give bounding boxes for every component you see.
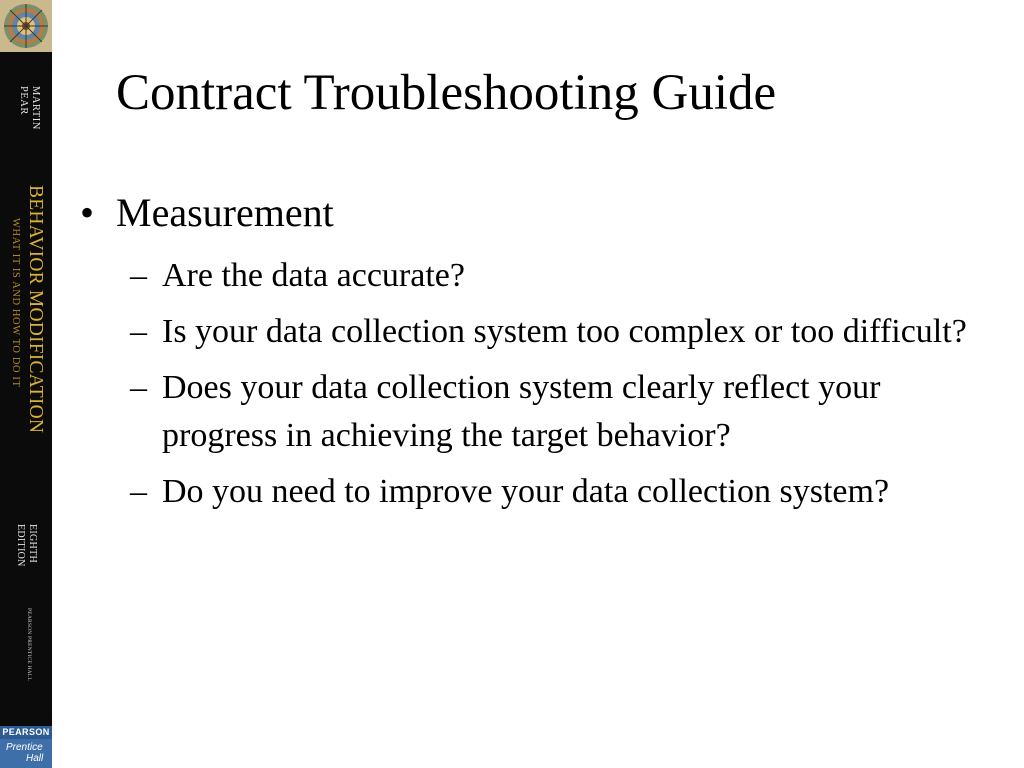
sub-bullet-list <box>130 252 982 524</box>
author-name: PEAR <box>18 86 29 115</box>
spine-publisher: PEARSON PRENTICE HALL <box>26 608 32 681</box>
book-title: BEHAVIOR MODIFICATION <box>25 185 46 434</box>
dash-marker: – <box>130 313 147 350</box>
sub-bullet-item <box>130 468 982 516</box>
bullet-item <box>80 190 334 236</box>
sub-bullet-item <box>130 308 982 356</box>
dash-marker: – <box>130 473 147 510</box>
logo-line: Hall <box>26 753 44 764</box>
dash-marker: – <box>130 369 147 406</box>
sub-bullet-item <box>130 252 982 300</box>
edition-line: EDITION <box>15 524 26 567</box>
sub-bullet-text: Are the data accurate? <box>162 257 465 294</box>
bullet-text: Measurement <box>116 190 334 235</box>
logo-pearson-word: PEARSON <box>0 726 52 739</box>
book-spine-sidebar <box>0 0 52 768</box>
book-authors <box>17 86 41 130</box>
book-emblem-icon <box>0 0 52 52</box>
pearson-prentice-hall-logo <box>0 726 52 768</box>
bullet-marker: • <box>80 190 95 235</box>
slide-title: Contract Troubleshooting Guide <box>116 65 777 121</box>
dash-marker: – <box>130 257 147 294</box>
sub-bullet-text: Is your data collection system too complex or too difficult? <box>162 313 967 350</box>
book-edition <box>14 524 38 567</box>
edition-line: EIGHTH <box>27 524 38 564</box>
book-subtitle: WHAT IT IS AND HOW TO DO IT <box>10 218 21 388</box>
sub-bullet-text: Does your data collection system clearly reflect your progress in achieving the target behavior? <box>162 369 881 454</box>
author-name: MARTIN <box>30 86 41 130</box>
sub-bullet-item <box>130 364 982 460</box>
sub-bullet-text: Do you need to improve your data collection system? <box>162 473 890 510</box>
logo-line: Prentice <box>6 742 43 753</box>
